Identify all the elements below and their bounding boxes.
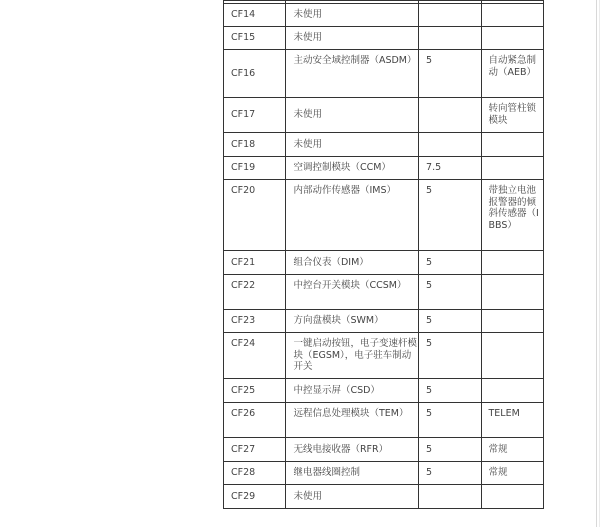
amperage-cell: 5: [419, 251, 481, 275]
note-cell: [481, 333, 544, 379]
note-cell: [481, 4, 544, 27]
amperage-cell: 7.5: [419, 157, 481, 180]
description-cell: 未使用: [286, 4, 419, 27]
note-cell: TELEM: [481, 403, 544, 438]
amperage-cell: 5: [419, 403, 481, 438]
table-row: [224, 157, 544, 180]
note-cell: [481, 310, 544, 333]
fuse-cell: CF14: [224, 4, 286, 27]
note-cell: [481, 157, 544, 180]
table-row: [224, 485, 544, 509]
note-cell: [481, 379, 544, 403]
description-cell: 中控显示屏（CSD）: [286, 379, 419, 403]
table-row: [224, 50, 544, 98]
amperage-cell: [419, 4, 481, 27]
fuse-cell: CF26: [224, 403, 286, 438]
description-cell: 未使用: [286, 27, 419, 50]
description-cell: 无线电接收器（RFR）: [286, 438, 419, 462]
amperage-cell: [419, 27, 481, 50]
fuse-cell: CF16: [224, 50, 286, 98]
description-cell: 未使用: [286, 485, 419, 509]
amperage-cell: 5: [419, 462, 481, 485]
description-cell: 空调控制模块（CCM）: [286, 157, 419, 180]
table-row: [224, 251, 544, 275]
description-cell: 一键启动按钮，电子变速杆模块（EGSM），电子驻车制动开关: [286, 333, 419, 379]
description-cell: 组合仪表（DIM）: [286, 251, 419, 275]
table-row: [224, 403, 544, 438]
description-cell: 主动安全域控制器（ASDM）: [286, 50, 419, 98]
description-cell: 未使用: [286, 133, 419, 157]
fuse-cell: CF17: [224, 98, 286, 133]
description-cell: 继电器线圈控制: [286, 462, 419, 485]
amperage-cell: 5: [419, 50, 481, 98]
note-cell: 常规: [481, 438, 544, 462]
fuse-cell: CF24: [224, 333, 286, 379]
amperage-cell: 5: [419, 275, 481, 310]
amperage-cell: 5: [419, 180, 481, 251]
amperage-cell: 5: [419, 438, 481, 462]
note-cell: [481, 485, 544, 509]
table-row: [224, 27, 544, 50]
table-row: [224, 4, 544, 27]
page-edge-shadow: [599, 0, 600, 527]
page-edge: [596, 0, 597, 527]
fuse-cell: CF15: [224, 27, 286, 50]
table-row: [224, 438, 544, 462]
fuse-cell: CF18: [224, 133, 286, 157]
fuse-cell: CF19: [224, 157, 286, 180]
description-cell: 未使用: [286, 98, 419, 133]
table-row: [224, 133, 544, 157]
description-cell: 中控台开关模块（CCSM）: [286, 275, 419, 310]
fuse-cell: CF29: [224, 485, 286, 509]
table-row: [224, 462, 544, 485]
note-cell: 带独立电池报警器的倾斜传感器（IBBS）: [481, 180, 544, 251]
note-cell: 转向管柱锁模块: [481, 98, 544, 133]
amperage-cell: 5: [419, 333, 481, 379]
fuse-cell: CF22: [224, 275, 286, 310]
fuse-cell: CF28: [224, 462, 286, 485]
table-row: [224, 333, 544, 379]
amperage-cell: [419, 133, 481, 157]
description-cell: 方向盘模块（SWM）: [286, 310, 419, 333]
table-row: [224, 98, 544, 133]
fuse-table: [223, 0, 544, 509]
amperage-cell: 5: [419, 310, 481, 333]
table-row: [224, 275, 544, 310]
note-cell: [481, 275, 544, 310]
table-row: [224, 379, 544, 403]
description-cell: 内部动作传感器（IMS）: [286, 180, 419, 251]
table-row: [224, 310, 544, 333]
note-cell: [481, 133, 544, 157]
amperage-cell: [419, 485, 481, 509]
note-cell: 自动紧急制动（AEB）: [481, 50, 544, 98]
fuse-cell: CF25: [224, 379, 286, 403]
note-cell: [481, 27, 544, 50]
note-cell: [481, 251, 544, 275]
amperage-cell: 5: [419, 379, 481, 403]
fuse-cell: CF23: [224, 310, 286, 333]
note-cell: 常规: [481, 462, 544, 485]
fuse-cell: CF20: [224, 180, 286, 251]
fuse-cell: CF21: [224, 251, 286, 275]
fuse-cell: CF27: [224, 438, 286, 462]
description-cell: 远程信息处理模块（TEM）: [286, 403, 419, 438]
amperage-cell: [419, 98, 481, 133]
table-row: [224, 180, 544, 251]
